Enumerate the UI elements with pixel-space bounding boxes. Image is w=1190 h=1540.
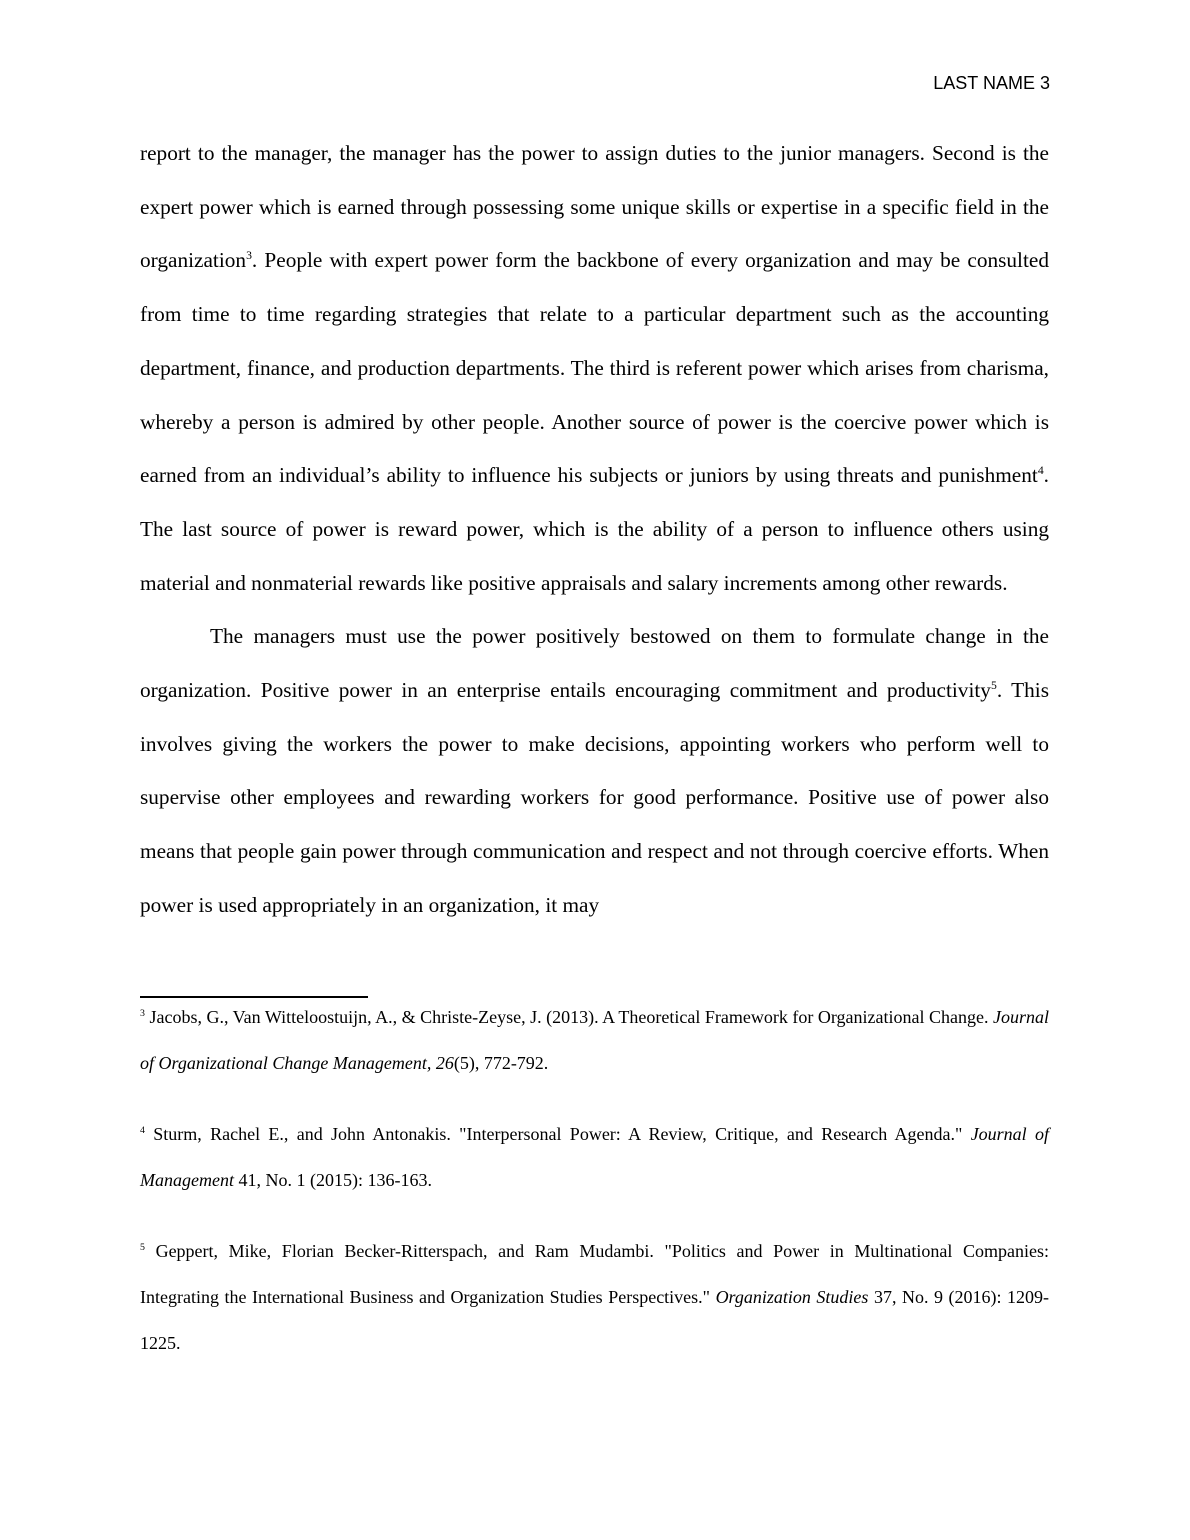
paragraph-2: The managers must use the power positively bestowed on them to formulate change in the organization. Positive power in an enterprise entails encouraging commitment and productivity$^5$. This involves giving the workers the power to make decisions, appointing workers who perform well to supervise other employees and rewarding workers for good performance. Positive use of power also means that people gain power through communication and respect and not through coercive efforts. When power is used appropriately in an organization, it may (140, 624, 1049, 917)
footnote-ref-5[interactable]: 5 (990, 678, 997, 692)
paragraph-1: report to the manager, the manager has the power to assign duties to the junior managers. Second is the expert power which is earned through possessing some unique skills or expertise in a specific field in the organization$^3$. People with expert power form the backbone of every organization and may be consulted from time to time regarding strategies that relate to a particular department such as the accounting department, finance, and production departments. The third is referent power which arises from charisma, whereby a person is admired by other people. Another source of power is the coercive power which is earned from an individual’s ability to influence his subjects or juniors by using threats and punishment$^4$. The last source of power is reward power, which is the ability of a person to influence others using material and nonmaterial rewards like positive appraisals and salary increments among other rewards. (140, 141, 1049, 595)
footnote-ref-3[interactable]: 3 (246, 249, 252, 263)
footnote-5: $^5$ Geppert, Mike, Florian Becker-Ritterspach, and Ram Mudambi. "Politics and Power in Multinational Companies: Integrating the International Business and Organization Studies Perspectives." Organization Studies 37, No. 9 (2016): 1209-1225. (140, 1241, 1050, 1353)
footnotes (140, 994, 1049, 1391)
footnote-4: $^4$ Sturm, Rachel E., and John Antonakis. "Interpersonal Power: A Review, Critique, and Research Agenda." Journal of Management 41, No. 1 (2015): 136-163. (140, 1124, 1050, 1190)
footnote-ref-4[interactable]: 4 (1037, 464, 1044, 478)
footnote-3: $^3$ Jacobs, G., Van Witteloostuijn, A., & Christe-Zeyse, J. (2013). A Theoretical Framework for Organizational Change. Journal of Organizational Change Management, 26(5), 772-792. (140, 1007, 1049, 1073)
running-header: LAST NAME 3 (933, 73, 1050, 93)
body-text (140, 127, 1049, 933)
